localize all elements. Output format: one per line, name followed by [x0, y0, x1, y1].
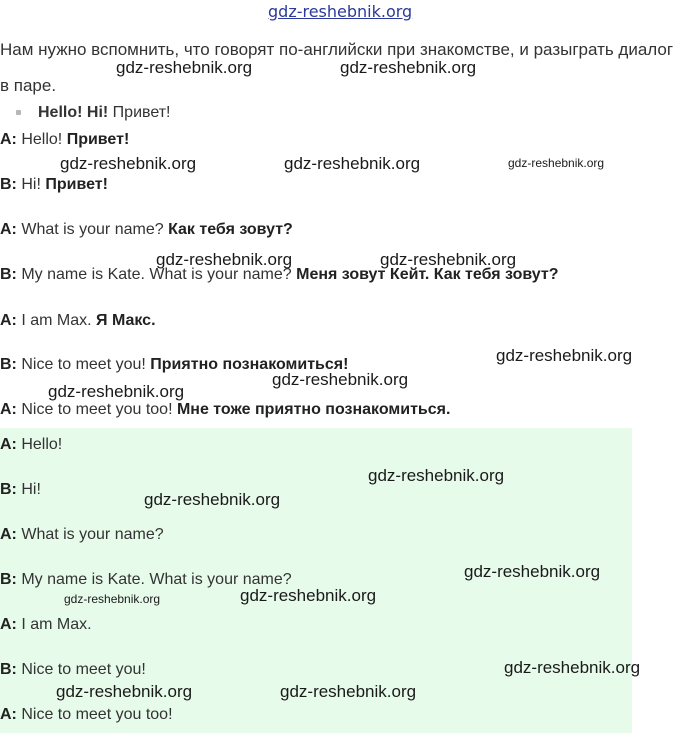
bullet-rest-text: Привет!: [108, 104, 171, 121]
answer-line: [0, 706, 173, 724]
speaker-label: A:: [0, 221, 17, 238]
watermark-text: gdz-reshebnik.org: [116, 58, 253, 77]
russian-text: Как тебя зовут?: [168, 221, 293, 238]
watermark-text: gdz-reshebnik.org: [284, 154, 421, 173]
speaker-label: A:: [0, 131, 17, 148]
watermark-text: gdz-reshebnik.org: [280, 682, 417, 701]
intro-paragraph: Нам нужно вспомнить, что говорят по-английски при знакомстве, и разыграть диалог в паре.: [0, 40, 674, 95]
bullet-item: [16, 104, 170, 122]
speaker-label: B:: [0, 356, 17, 373]
site-watermark-link[interactable]: gdz-reshebnik.org: [268, 2, 413, 21]
bullet-bold-text: Hello! Hi!: [38, 104, 109, 121]
english-text: What is your name?: [16, 221, 169, 238]
english-text: Nice to meet you too!: [16, 401, 177, 418]
watermark-text: gdz-reshebnik.org: [508, 156, 605, 170]
watermark-text: gdz-reshebnik.org: [272, 370, 409, 389]
dialog-line: [0, 221, 293, 239]
english-text: My name is Kate. What is your name?: [16, 571, 292, 588]
answer-line: [0, 436, 62, 454]
watermark-text: gdz-reshebnik.org: [64, 592, 161, 606]
watermark-text: gdz-reshebnik.org: [504, 658, 641, 677]
english-text: Nice to meet you!: [16, 661, 146, 678]
answer-line: [0, 616, 92, 634]
watermark-text: gdz-reshebnik.org: [496, 346, 633, 365]
speaker-label: B:: [0, 661, 17, 678]
answer-line: [0, 526, 164, 544]
speaker-label: A:: [0, 401, 17, 418]
english-text: Hello!: [16, 436, 63, 453]
speaker-label: B:: [0, 176, 17, 193]
watermark-text: gdz-reshebnik.org: [156, 250, 293, 269]
russian-text: Мне тоже приятно познакомиться.: [176, 401, 451, 418]
watermark-text: gdz-reshebnik.org: [56, 682, 193, 701]
russian-text: Привет!: [45, 176, 108, 193]
dialog-line: [0, 312, 156, 330]
russian-text: Приятно познакомиться!: [150, 356, 349, 373]
watermark-text: gdz-reshebnik.org: [60, 154, 197, 173]
english-text: I am Max.: [16, 312, 97, 329]
english-text: Hello!: [16, 131, 67, 148]
dialog-line: [0, 176, 108, 194]
watermark-text: gdz-reshebnik.org: [240, 586, 377, 605]
watermark-text: gdz-reshebnik.org: [380, 250, 517, 269]
english-text: I am Max.: [16, 616, 92, 633]
speaker-label: A:: [0, 706, 17, 723]
dialog-line: [0, 401, 450, 419]
russian-text: Меня зовут Кейт. Как тебя зовут?: [296, 266, 559, 283]
watermark-text: gdz-reshebnik.org: [48, 382, 185, 401]
speaker-label: B:: [0, 481, 17, 498]
bullet-marker-icon: [16, 110, 21, 115]
english-text: Hi!: [16, 176, 46, 193]
speaker-label: A:: [0, 312, 17, 329]
watermark-text: gdz-reshebnik.org: [340, 58, 477, 77]
answer-line: [0, 661, 146, 679]
speaker-label: B:: [0, 571, 17, 588]
english-text: What is your name?: [16, 526, 164, 543]
english-text: Hi!: [16, 481, 41, 498]
watermark-text: gdz-reshebnik.org: [144, 490, 281, 509]
speaker-label: A:: [0, 526, 17, 543]
english-text: Nice to meet you!: [16, 356, 151, 373]
dialog-line: [0, 131, 129, 149]
speaker-label: B:: [0, 266, 17, 283]
watermark-text: gdz-reshebnik.org: [368, 466, 505, 485]
russian-text: Привет!: [66, 131, 130, 148]
russian-text: Я Макс.: [96, 312, 156, 329]
speaker-label: A:: [0, 436, 17, 453]
answer-line: [0, 481, 41, 499]
english-text: Nice to meet you too!: [16, 706, 173, 723]
watermark-text: gdz-reshebnik.org: [464, 562, 601, 581]
speaker-label: A:: [0, 616, 17, 633]
english-text: My name is Kate. What is your name?: [16, 266, 297, 283]
